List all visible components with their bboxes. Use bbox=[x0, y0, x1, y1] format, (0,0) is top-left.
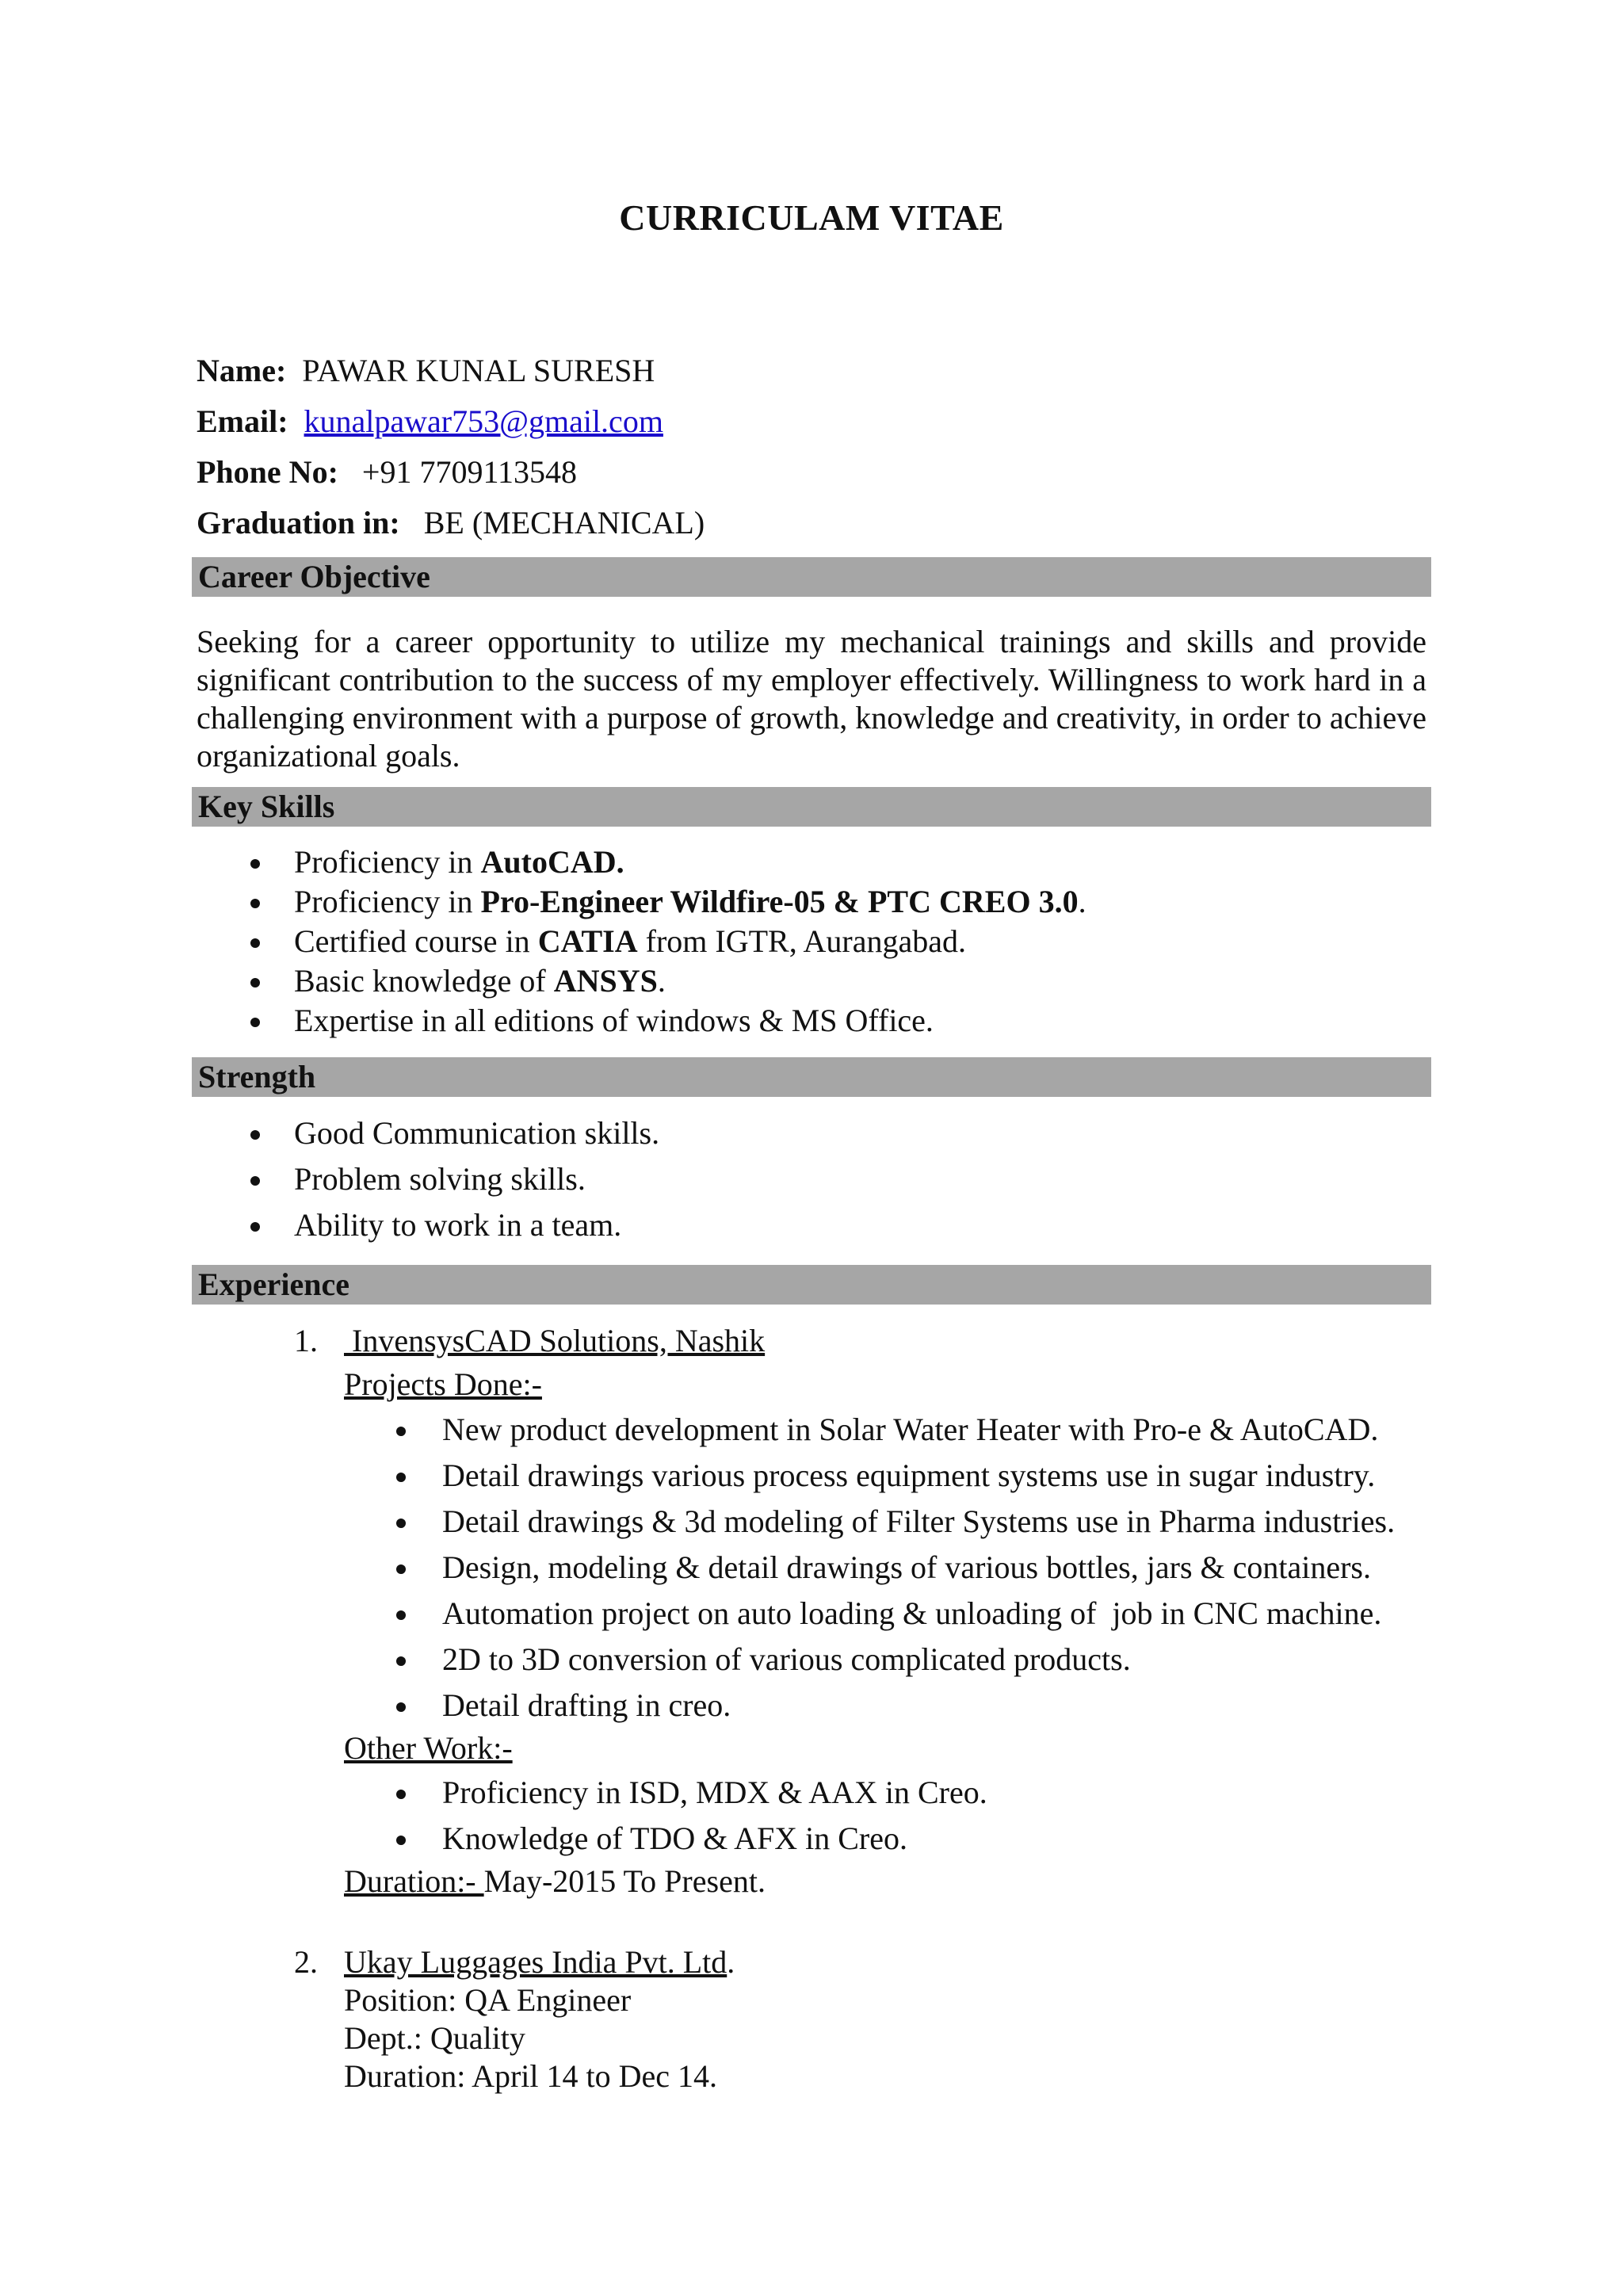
document-title: CURRICULAM VITAE bbox=[619, 197, 1004, 238]
name-label: Name: bbox=[197, 353, 287, 388]
bullet-icon bbox=[396, 1564, 406, 1574]
project-text: Detail drawings various process equipment systems use in sugar industry. bbox=[442, 1457, 1376, 1493]
bullet-icon bbox=[396, 1427, 406, 1436]
key-skill-suffix: . bbox=[1078, 884, 1086, 919]
key-skill-bold: AutoCAD. bbox=[480, 844, 624, 880]
bullet-icon bbox=[250, 938, 260, 948]
graduation-label: Graduation in: bbox=[197, 505, 400, 541]
name-value: PAWAR KUNAL SURESH bbox=[302, 353, 655, 388]
bullet-icon bbox=[396, 1473, 406, 1482]
email-row bbox=[197, 403, 663, 440]
graduation-row bbox=[197, 504, 705, 541]
job1-other-label: Other Work:- bbox=[344, 1730, 513, 1766]
job1-number: 1. bbox=[294, 1323, 318, 1358]
project-text: Automation project on auto loading & unloading of job in CNC machine. bbox=[442, 1595, 1382, 1631]
bullet-icon bbox=[396, 1702, 406, 1712]
bullet-icon bbox=[396, 1790, 406, 1799]
project-text: 2D to 3D conversion of various complicated products. bbox=[442, 1641, 1131, 1677]
phone-label: Phone No: bbox=[197, 454, 338, 490]
bullet-icon bbox=[250, 1018, 260, 1027]
key-skill-text: Proficiency in bbox=[294, 844, 481, 880]
bullet-icon bbox=[396, 1656, 406, 1666]
job2-position: Position: QA Engineer bbox=[344, 1982, 632, 2018]
job1-company: InvensysCAD Solutions, Nashik bbox=[344, 1323, 766, 1358]
bullet-icon bbox=[396, 1610, 406, 1620]
bullet-icon bbox=[250, 859, 260, 869]
email-label: Email: bbox=[197, 403, 288, 439]
bullet-icon bbox=[250, 1130, 260, 1140]
strength-text: Problem solving skills. bbox=[294, 1161, 586, 1197]
key-skill-text: Proficiency in bbox=[294, 884, 481, 919]
career-objective-text: Seeking for a career opportunity to utilize my mechanical trainings and skills and provide significant contribution to the success of my employer effectively. Willingness to work hard in a challenging environment with a purpose of growth, knowledge and creativity, in order to achieve organizational goals. bbox=[197, 624, 1426, 774]
job2-company-row bbox=[344, 1943, 735, 1981]
job1-duration bbox=[344, 1862, 766, 1900]
key-skills-heading: Key Skills bbox=[192, 787, 1431, 827]
job2-number: 2. bbox=[294, 1944, 318, 1980]
bullet-icon bbox=[250, 1222, 260, 1232]
job2-duration: Duration: April 14 to Dec 14. bbox=[344, 2058, 718, 2094]
job1-projects-label: Projects Done:- bbox=[344, 1366, 542, 1402]
name-row bbox=[197, 352, 655, 389]
bullet-icon bbox=[250, 899, 260, 908]
bullet-icon bbox=[396, 1836, 406, 1845]
email-link[interactable]: kunalpawar753@gmail.com bbox=[304, 403, 663, 439]
key-skill-suffix: from IGTR, Aurangabad. bbox=[637, 923, 966, 959]
key-skill-suffix: . bbox=[657, 963, 666, 999]
project-text: Detail drafting in creo. bbox=[442, 1687, 731, 1723]
project-text: New product development in Solar Water Heater with Pro-e & AutoCAD. bbox=[442, 1412, 1379, 1447]
graduation-value: BE (MECHANICAL) bbox=[423, 505, 705, 541]
bullet-icon bbox=[396, 1519, 406, 1528]
phone-row bbox=[197, 453, 577, 491]
key-skill-text: Certified course in bbox=[294, 923, 538, 959]
job1-duration-value: May-2015 To Present. bbox=[483, 1863, 766, 1899]
bullet-icon bbox=[250, 978, 260, 988]
key-skill-text: Basic knowledge of bbox=[294, 963, 554, 999]
career-objective-heading: Career Objective bbox=[192, 557, 1431, 597]
job2-company-suffix: . bbox=[727, 1944, 735, 1980]
key-skill-bold: CATIA bbox=[537, 923, 638, 959]
other-work-text: Proficiency in ISD, MDX & AAX in Creo. bbox=[442, 1775, 987, 1810]
job1-duration-label: Duration:- bbox=[344, 1863, 484, 1899]
key-skill-bold: Pro-Engineer Wildfire-05 & PTC CREO 3.0 bbox=[480, 884, 1079, 919]
phone-value: +91 7709113548 bbox=[361, 454, 577, 490]
job2-company: Ukay Luggages India Pvt. Ltd bbox=[344, 1944, 727, 1980]
job2-dept: Dept.: Quality bbox=[344, 2020, 525, 2056]
key-skill-bold: ANSYS bbox=[553, 963, 658, 999]
strength-heading: Strength bbox=[192, 1057, 1431, 1097]
project-text: Detail drawings & 3d modeling of Filter Systems use in Pharma industries. bbox=[442, 1503, 1396, 1539]
key-skill-text: Expertise in all editions of windows & MS Office. bbox=[294, 1003, 934, 1038]
project-text: Design, modeling & detail drawings of various bottles, jars & containers. bbox=[442, 1549, 1371, 1585]
experience-heading: Experience bbox=[192, 1265, 1431, 1305]
strength-text: Ability to work in a team. bbox=[294, 1207, 622, 1243]
strength-text: Good Communication skills. bbox=[294, 1115, 660, 1151]
bullet-icon bbox=[250, 1176, 260, 1186]
other-work-text: Knowledge of TDO & AFX in Creo. bbox=[442, 1820, 907, 1856]
